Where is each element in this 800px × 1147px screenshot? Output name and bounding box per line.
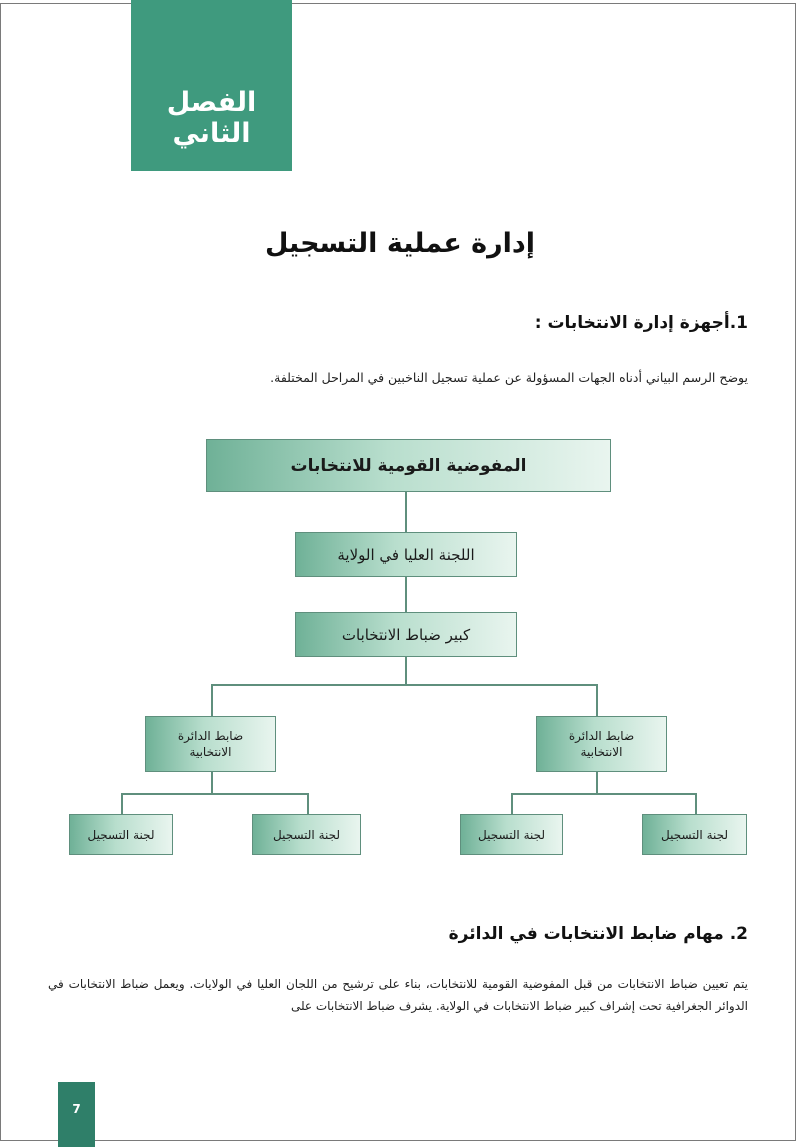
connector-line (211, 684, 598, 686)
connector-line (405, 577, 407, 612)
section1-heading: 1.أجهزة إدارة الانتخابات : (534, 313, 748, 333)
org-box-commission: المفوضية القومية للانتخابات (206, 439, 611, 492)
connector-line (211, 772, 213, 794)
chapter-tab (131, 0, 292, 171)
connector-line (695, 793, 697, 814)
org-box-registration-committee: لجنة التسجيل (69, 814, 173, 855)
connector-line (307, 793, 309, 814)
section1-intro: يوضح الرسم البياني أدناه الجهات المسؤولة عن عملية تسجيل الناخبين في المراحل المختلفة. (270, 370, 748, 385)
chapter-label: الفصل الثاني (166, 87, 257, 149)
org-box-constituency-officer-left: ضابط الدائرة الانتخابية (145, 716, 276, 772)
connector-line (211, 684, 213, 716)
connector-line (121, 793, 123, 814)
connector-line (511, 793, 697, 795)
section2-heading: 2. مهام ضابط الانتخابات في الدائرة (448, 924, 748, 944)
org-box-constituency-officer-right: ضابط الدائرة الانتخابية (536, 716, 667, 772)
page-number: 7 (58, 1082, 95, 1147)
connector-line (121, 793, 309, 795)
org-box-state-committee: اللجنة العليا في الولاية (295, 532, 517, 577)
org-box-registration-committee: لجنة التسجيل (252, 814, 361, 855)
org-box-chief-officer: كبير ضباط الانتخابات (295, 612, 517, 657)
org-box-registration-committee: لجنة التسجيل (460, 814, 563, 855)
connector-line (596, 772, 598, 794)
connector-line (596, 684, 598, 716)
section2-paragraph: يتم تعيين ضباط الانتخابات من قبل المفوضية القومية للانتخابات، بناء على ترشيح من اللجان العليا في الولايات. ويعمل ضباط الانتخابات في الدوائر الجغرافية تحت إشراف كبير ضباط الانتخابات في الولاية. يشرف ضباط الانتخابات على (48, 977, 748, 1013)
page-title: إدارة عملية التسجيل (264, 228, 536, 259)
connector-line (511, 793, 513, 814)
org-box-registration-committee: لجنة التسجيل (642, 814, 747, 855)
connector-line (405, 492, 407, 532)
connector-line (405, 657, 407, 685)
